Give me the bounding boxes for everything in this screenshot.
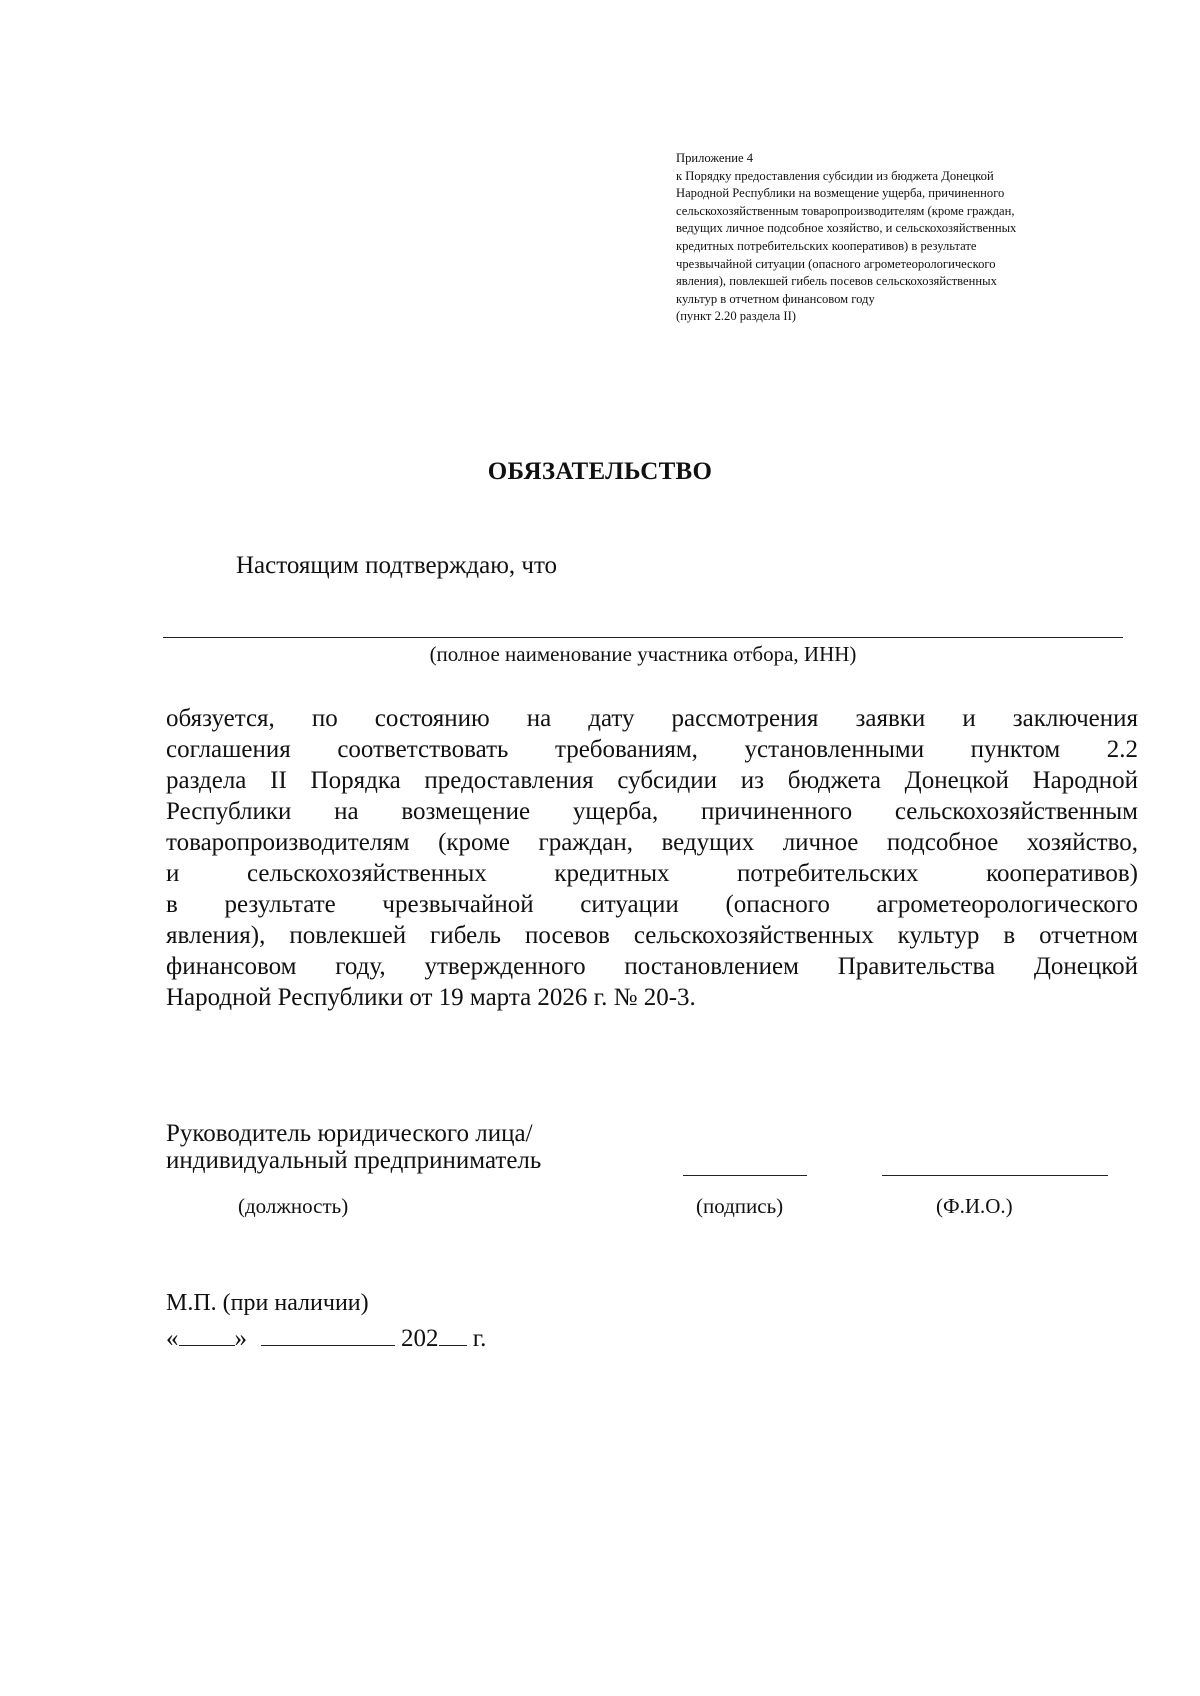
- signatory-role-line: Руководитель юридического лица/: [166, 1120, 533, 1147]
- intro-text: Настоящим подтверждаю, что: [236, 552, 558, 579]
- open-quote: «: [166, 1325, 179, 1352]
- appendix-line: Народной Республики на возмещение ущерба, причиненного: [676, 186, 1005, 201]
- appendix-line: к Порядку предоставления субсидии из бюджета Донецкой: [676, 168, 994, 183]
- signature-caption: (подпись): [696, 1194, 784, 1218]
- participant-name-caption: (полное наименование участника отбора, ИНН): [429, 642, 857, 666]
- year-prefix: 202: [401, 1325, 439, 1352]
- stamp-place: М.П. (при наличии): [166, 1290, 369, 1316]
- close-quote: »: [234, 1325, 247, 1352]
- paragraph-line: явления), повлекшей гибель посевов сельскохозяйственных культур в отчетном: [166, 922, 1138, 949]
- participant-name-line[interactable]: [163, 637, 1123, 638]
- appendix-line: культур в отчетном финансовом году: [676, 291, 875, 306]
- month-blank[interactable]: [261, 1323, 395, 1346]
- appendix-line: ведущих личное подсобное хозяйство, и сельскохозяйственных: [676, 221, 1017, 236]
- date-row: [166, 1323, 486, 1353]
- appendix-line: явления), повлекшей гибель посевов сельскохозяйственных: [676, 274, 997, 289]
- signatory-role: [166, 1120, 541, 1174]
- paragraph-line: товаропроизводителям (кроме граждан, ведущих личное подсобное хозяйство,: [166, 829, 1138, 856]
- obligation-paragraph: [166, 703, 1138, 1013]
- appendix-line: чрезвычайной ситуации (опасного агрометеорологического: [676, 256, 996, 271]
- year-blank[interactable]: [439, 1323, 467, 1346]
- appendix-line: (пункт 2.20 раздела II): [676, 309, 796, 324]
- paragraph-line: финансовом году, утвержденного постановлением Правительства Донецкой: [166, 953, 1138, 980]
- appendix-line: Приложение 4: [676, 151, 754, 165]
- appendix-line: кредитных потребительских кооперативов) в результате: [676, 238, 977, 253]
- full-name-caption: (Ф.И.О.): [936, 1194, 1013, 1218]
- full-name-line[interactable]: [882, 1175, 1108, 1176]
- paragraph-line: раздела II Порядка предоставления субсидии из бюджета Донецкой Народной: [166, 767, 1138, 794]
- appendix-line: сельскохозяйственным товаропроизводителям (кроме граждан,: [676, 203, 1015, 218]
- paragraph-line: обязуется, по состоянию на дату рассмотрения заявки и заключения: [166, 705, 1138, 732]
- appendix-note: [676, 150, 1124, 326]
- position-caption: (должность): [238, 1194, 349, 1218]
- paragraph-line: и сельскохозяйственных кредитных потребительских кооперативов): [166, 860, 1138, 887]
- day-blank[interactable]: [179, 1323, 235, 1346]
- document-title: ОБЯЗАТЕЛЬСТВО: [487, 458, 713, 485]
- paragraph-line: в результате чрезвычайной ситуации (опасного агрометеорологического: [166, 891, 1138, 918]
- signature-line[interactable]: [683, 1175, 807, 1176]
- paragraph-line: Народной Республики от 19 марта 2026 г. № 20-3.: [166, 984, 696, 1011]
- paragraph-line: Республики на возмещение ущерба, причиненного сельскохозяйственным: [166, 798, 1138, 825]
- signatory-role-line: индивидуальный предприниматель: [166, 1147, 542, 1174]
- paragraph-line: соглашения соответствовать требованиям, установленными пунктом 2.2: [166, 736, 1138, 763]
- year-suffix: г.: [472, 1325, 487, 1352]
